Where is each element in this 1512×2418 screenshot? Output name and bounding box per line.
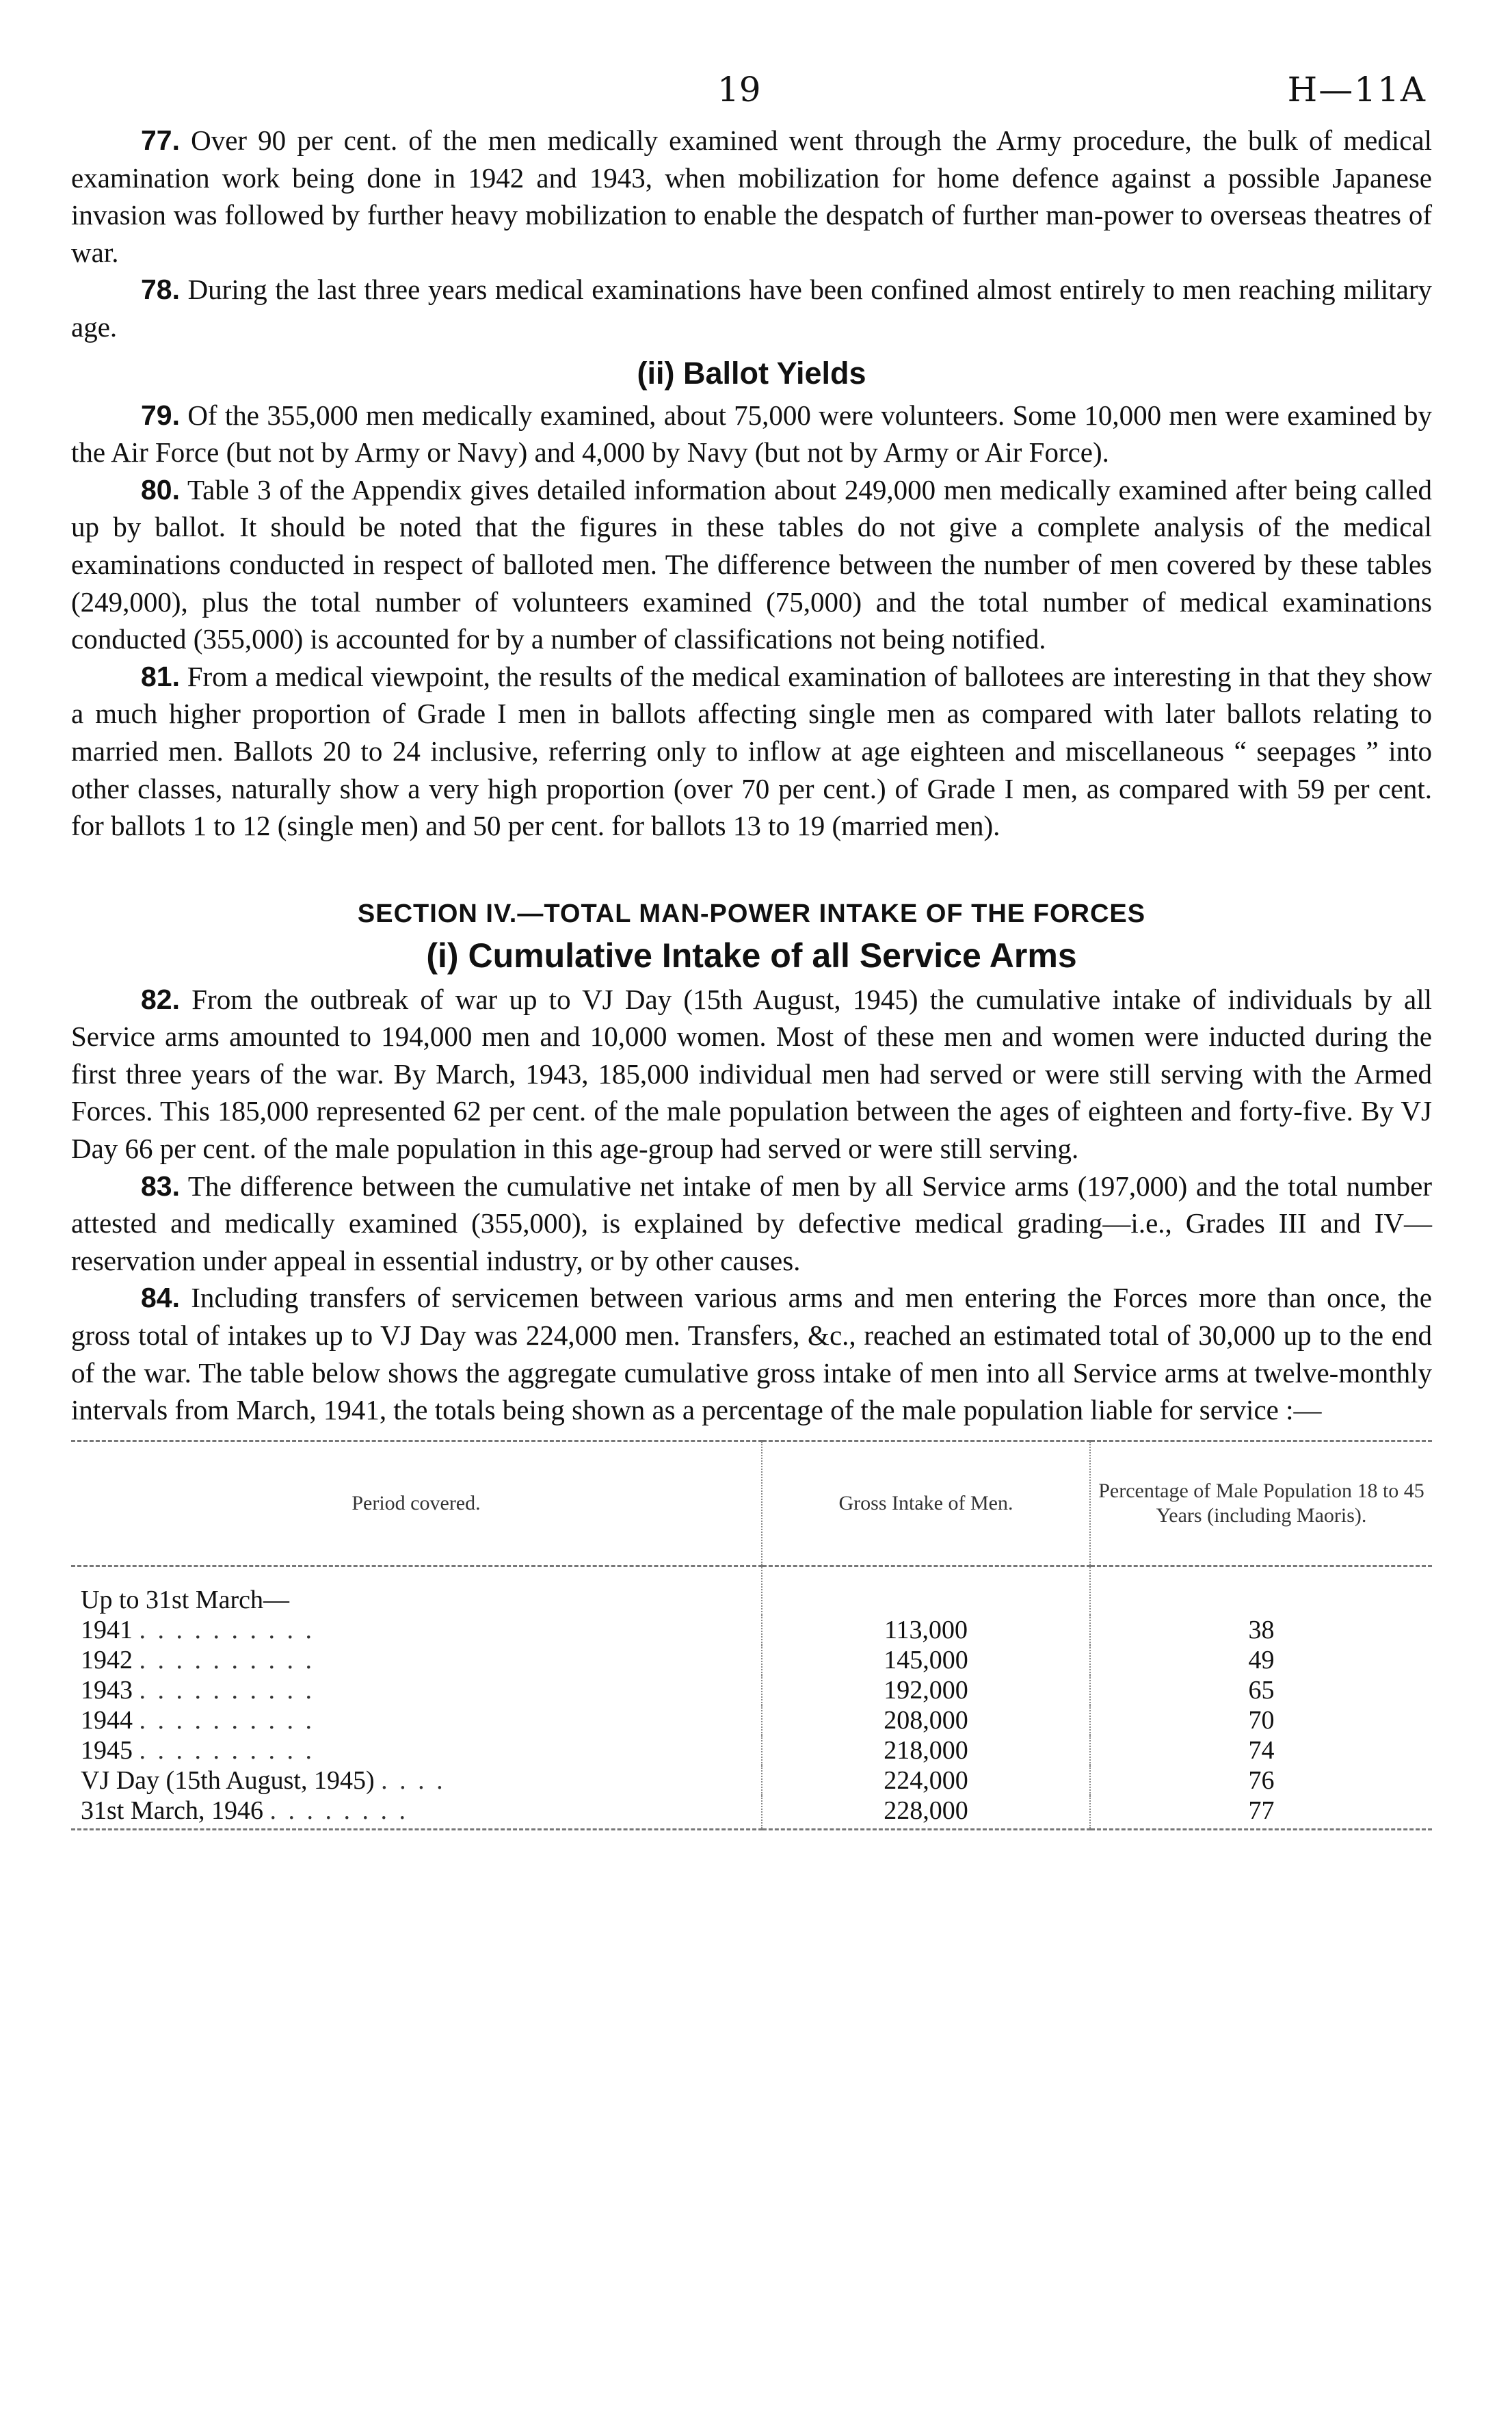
percent-cell: 38 — [1090, 1615, 1432, 1645]
percent-cell: 49 — [1090, 1645, 1432, 1675]
paragraph-83: 83. The difference between the cumulative net intake of men by all Service arms (197,000) and the total number attested and medically examined (355,000), is explained by defective medical grading—i.e., Grades III and IV—reservation under appeal in essential industry, or by other causes. — [71, 1170, 1432, 1276]
intake-cell: 228,000 — [762, 1796, 1090, 1830]
percent-cell: 74 — [1090, 1735, 1432, 1765]
table-row: 31st March, 1946 . . . . . . . . 228,000 77 — [71, 1796, 1432, 1830]
page-number: 19 — [717, 70, 761, 109]
paragraph-81: 81. From a medical viewpoint, the results of the medical examination of ballotees are interesting in that they show a much higher proportion of Grade I men in ballots affecting single men as compared with later ballots relating to married men. Ballots 20 to 24 inclusive, referring only to inflow at age eighteen and miscellaneous “ seepages ” into other classes, naturally show a very high proportion (over 70 per cent.) of Grade I men, as compared with 59 per cent. for ballots 1 to 12 (single men) and 50 per cent. for ballots 13 to 19 (married men). — [71, 660, 1432, 842]
intake-cell: 224,000 — [762, 1765, 1090, 1796]
section-title: SECTION IV.—TOTAL MAN-POWER INTAKE OF THE FORCES — [357, 899, 1146, 928]
running-head: H—11A — [1287, 70, 1427, 109]
column-header-percentage: Percentage of Male Population 18 to 45 Years (including Maoris). — [1090, 1441, 1432, 1566]
intake-cell: 192,000 — [762, 1675, 1090, 1705]
paragraph-80: 80. Table 3 of the Appendix gives detailed information about 249,000 men medically examined after being called up by ballot. It should be noted that the figures in these tables do not give a complete analysis of the medical examinations conducted in respect of balloted men. The difference between the number of men covered by these tables (249,000), plus the total number of volunteers examined (75,000) and the total number of medical examinations conducted (355,000) is accounted for by a number of classifications not being notified. — [71, 473, 1433, 655]
column-header-intake: Gross Intake of Men. — [762, 1441, 1090, 1566]
intake-cell: 145,000 — [762, 1645, 1090, 1675]
intake-table — [71, 1440, 1432, 1830]
table-row: 1945 . . . . . . . . . . 218,000 74 — [71, 1735, 1432, 1765]
paragraph-77: 77. Over 90 per cent. of the men medically examined went through the Army procedure, the bulk of medical examination work being done in 1942 and 1943, when mobilization for home defence against a possible Japanese invasion was followed by further heavy mobilization to enable the despatch of further man-power to overseas theatres of war. — [71, 124, 1433, 268]
percent-cell: 77 — [1090, 1796, 1432, 1830]
table-row: VJ Day (15th August, 1945) . . . . 224,000 76 — [71, 1765, 1432, 1796]
table-row: 1943 . . . . . . . . . . 192,000 65 — [71, 1675, 1432, 1705]
subheading-ballot-yields: (ii) Ballot Yields — [637, 355, 866, 391]
intake-cell: 208,000 — [762, 1705, 1090, 1735]
table-row: 1941 . . . . . . . . . . 113,000 38 — [71, 1615, 1432, 1645]
intake-cell: 113,000 — [762, 1615, 1090, 1645]
table-row: 1942 . . . . . . . . . . 145,000 49 — [71, 1645, 1432, 1675]
intake-cell: 218,000 — [762, 1735, 1090, 1765]
group-label: Up to 31st March— — [81, 1585, 290, 1614]
paragraph-82: 82. From the outbreak of war up to VJ Day (15th August, 1945) the cumulative intake of individuals by all Service arms amounted to 194,000 men and 10,000 women. Most of these men and women were inducted during the first three years of the war. By March, 1943, 185,000 individual men had served or were still serving with the Armed Forces. This 185,000 represented 62 per cent. of the male population between the ages of eighteen and forty-five. By VJ Day 66 per cent. of the male population in this age-group had served or were still serving. — [71, 983, 1432, 1165]
page-header — [71, 56, 1432, 122]
document-page — [71, 56, 1432, 1830]
table-row: 1944 . . . . . . . . . . 208,000 70 — [71, 1705, 1432, 1735]
table-header-row — [71, 1441, 1432, 1566]
paragraph-79: 79. Of the 355,000 men medically examined, about 75,000 were volunteers. Some 10,000 men were examined by the Air Force (but not by Army or Navy) and 4,000 by Navy (but not by Army or Air Force). — [71, 399, 1432, 469]
percent-cell: 70 — [1090, 1705, 1432, 1735]
subheading-cumulative-intake: (i) Cumulative Intake of all Service Arms — [426, 936, 1077, 975]
paragraph-78: 78. During the last three years medical examinations have been confined almost entirely to men reaching military age. — [71, 274, 1433, 343]
column-header-period: Period covered. — [71, 1441, 762, 1566]
percent-cell: 65 — [1090, 1675, 1432, 1705]
table-group-row — [71, 1566, 1432, 1615]
paragraph-84: 84. Including transfers of servicemen between various arms and men entering the Forces more than once, the gross total of intakes up to VJ Day was 224,000 men. Transfers, &c., reached an estimated total of 30,000 up to the end of the war. The table below shows the aggregate cumulative gross intake of men into all Service arms at twelve-monthly intervals from March, 1941, the totals being shown as a percentage of the male population liable for service :— — [71, 1282, 1433, 1426]
percent-cell: 76 — [1090, 1765, 1432, 1796]
